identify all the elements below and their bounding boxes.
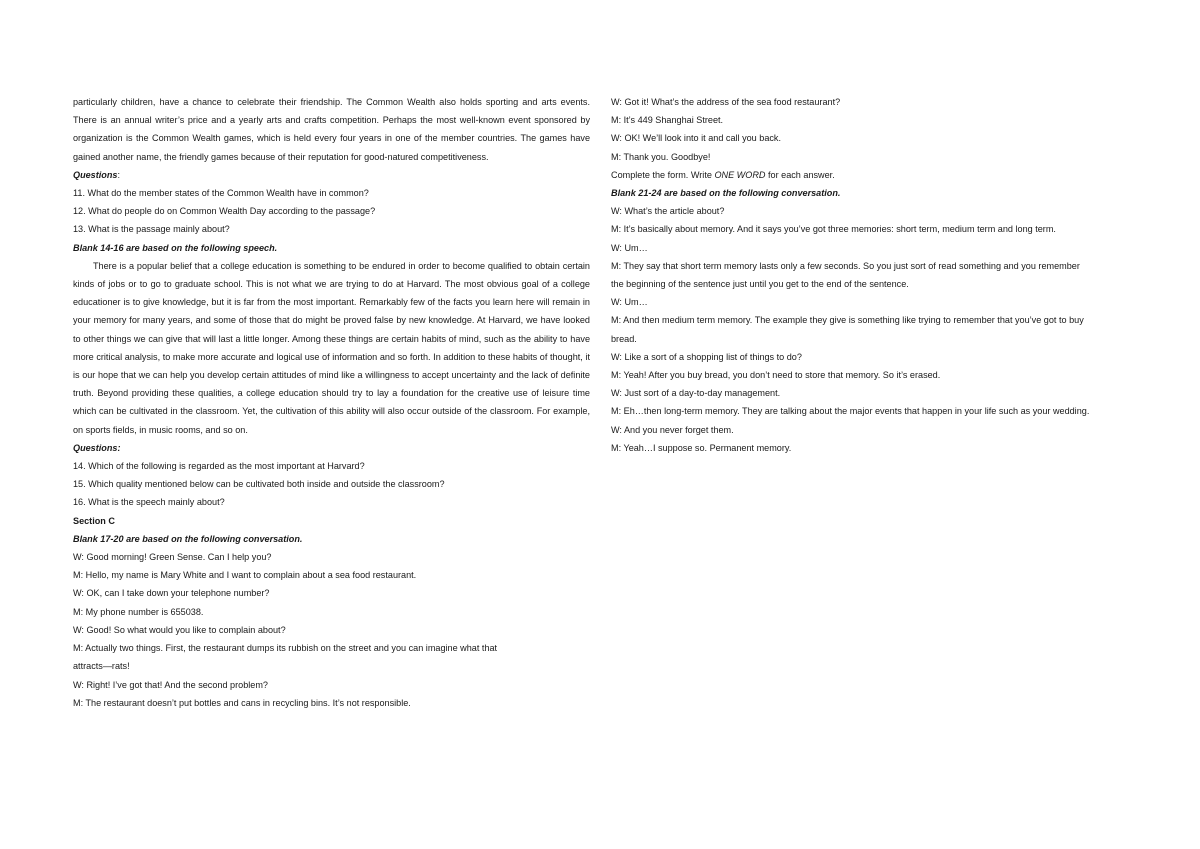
conversation-line: M: The restaurant doesn’t put bottles and cans in recycling bins. It’s not responsible. [73,697,411,708]
conversation-line: M: They say that short term memory lasts only a few seconds. So you just sort of read something and you remember [611,260,1080,271]
section-c-heading: Section C [73,515,115,526]
conversation-line: W: Like a sort of a shopping list of things to do? [611,351,802,362]
conversation-line: M: Thank you. Goodbye! [611,151,711,162]
conversation-line: W: Good morning! Green Sense. Can I help you? [73,552,272,563]
form-instruction: Complete the form. Write ONE WORD for each answer. [611,169,835,180]
conversation-line: M: My phone number is 655038. [73,606,204,617]
conversation-line: M: Hello, my name is Mary White and I want to complain about a sea food restaurant. [73,570,417,581]
question-13: 13. What is the passage mainly about? [73,224,230,235]
commonwealth-passage-end: particularly children, have a chance to celebrate their friendship. The Common Wealth also holds sporting and arts events. There is an annual writer’s price and a yearly arts and crafts competition. Perhaps the most well-known event sponsored by organization is the Common Wealth games, which is held every four years in one of the member countries. The games have gained another name, the friendly games because of their reputation for good-natured competitiveness. [73,97,590,162]
conversation-line: W: Good! So what would you like to complain about? [73,624,286,635]
conversation-line: W: What’s the article about? [611,206,725,217]
conversation-line: W: OK, can I take down your telephone number? [73,588,270,599]
questions-heading-2: Questions: [73,442,121,453]
blank-17-20-heading: Blank 17-20 are based on the following conversation. [73,533,303,544]
conversation-line: W: OK! We’ll look into it and call you back. [611,133,781,144]
question-16: 16. What is the speech mainly about? [73,497,225,508]
harvard-speech: There is a popular belief that a college education is something to be endured in order to become qualified to obtain certain kinds of jobs or to go to graduate school. This is not what we are trying to do at Harvard. The most obvious goal of a college educationer is to give knowledge, but it is far from the most important. Remarkably few of the facts you learn here will remain in your memory for many years, and some of those that do might be proved false by new knowledge. At Harvard, we have looked to other things we can give that will last a little longer. Among these things are certain habits of mind, such as the ability to have more critical analysis, to make more accurate and logical use of information and so forth. In addition to these habits of thought, it is our hope that we can help you develop certain attitudes of mind like a willingness to accept uncertainty and the lack of definite truth. Beyond providing these qualities, a college education should try to lay a foundation for the creative use of leisure time which can be cultivated in the classroom. Yet, the cultivation of this ability will also occur outside of the classroom. For example, on sports fields, in music rooms, and so on. [73,260,590,435]
question-15: 15. Which quality mentioned below can be cultivated both inside and outside the classroom? [73,479,445,490]
conversation-line: attracts—rats! [73,661,130,672]
question-11: 11. What do the member states of the Common Wealth have in common? [73,188,369,199]
conversation-line: M: And then medium term memory. The example they give is something like trying to remember that you’ve got to buy [611,315,1084,326]
conversation-line: M: It’s 449 Shanghai Street. [611,115,724,126]
question-14: 14. Which of the following is regarded as the most important at Harvard? [73,461,365,472]
left-column [73,93,590,712]
conversation-line: M: Eh…then long-term memory. They are talking about the major events that happen in your life such as your wedding. [611,406,1090,417]
conversation-line: bread. [611,333,637,344]
conversation-line: W: Right! I’ve got that! And the second problem? [73,679,268,690]
conversation-line: M: It’s basically about memory. And it says you’ve got three memories: short term, medium term and long term. [611,224,1056,235]
conversation-line: W: And you never forget them. [611,424,734,435]
questions-heading-1: Questions: [73,169,120,180]
blank-21-24-heading: Blank 21-24 are based on the following conversation. [611,188,841,199]
blank-14-16-heading: Blank 14-16 are based on the following speech. [73,242,278,253]
conversation-line: M: Actually two things. First, the restaurant dumps its rubbish on the street and you can imagine what that [73,643,498,654]
conversation-line: W: Um… [611,297,648,308]
right-column [611,93,1131,457]
conversation-line: the beginning of the sentence just until you get to the end of the sentence. [611,279,909,290]
conversation-line: M: Yeah…I suppose so. Permanent memory. [611,442,792,453]
conversation-line: W: Just sort of a day-to-day management. [611,388,781,399]
question-12: 12. What do people do on Common Wealth Day according to the passage? [73,206,376,217]
conversation-line: W: Um… [611,242,648,253]
conversation-line: M: Yeah! After you buy bread, you don’t need to store that memory. So it’s erased. [611,370,941,381]
conversation-line: W: Got it! What’s the address of the sea food restaurant? [611,97,841,107]
